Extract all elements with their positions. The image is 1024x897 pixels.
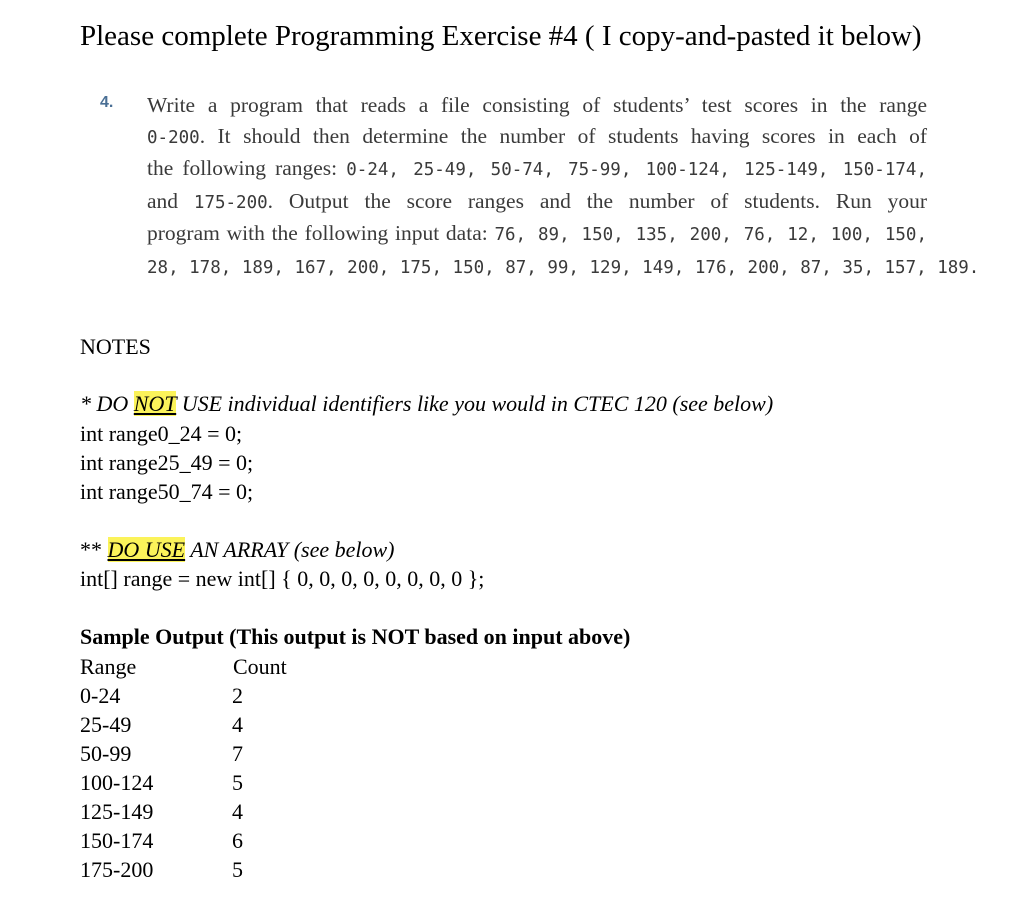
range-cell: 150-174 (80, 828, 154, 853)
range-cell: 175-200 (80, 857, 154, 882)
rule1-highlight: NOT (133, 391, 177, 416)
page-title: Please complete Programming Exercise #4 ( I copy-and-pasted it below) (80, 20, 922, 52)
rule2-suffix: AN ARRAY (see below) (185, 537, 395, 562)
notes-heading: NOTES (80, 334, 151, 359)
rule-do-not-use (80, 391, 773, 417)
exercise-code-run: 175-200 (193, 192, 268, 213)
count-cell: 4 (232, 712, 243, 737)
exercise-line (147, 218, 927, 251)
count-cell: 7 (232, 741, 243, 766)
exercise-line (147, 121, 927, 154)
rule2-highlight: DO USE (107, 537, 186, 562)
exercise-text-run: program with the following input data: (147, 221, 495, 245)
range-cell: 0-24 (80, 683, 121, 708)
exercise-code-run: 76, 89, 150, 135, 200, 76, 12, 100, 150, (494, 225, 928, 245)
count-cell: 2 (232, 683, 243, 708)
rule1-prefix: * DO (80, 391, 134, 416)
exercise-code-run: 0-200 (147, 127, 200, 148)
range-cell: 125-149 (80, 799, 154, 824)
sample-heading: Sample Output (This output is NOT based on input above) (80, 624, 631, 649)
exercise-code-run: 28, 178, 189, 167, 200, 175, 150, 87, 99, 129, 149, 176, 200, 87, 35, 157, 189. (147, 257, 980, 278)
exercise-line (147, 90, 927, 121)
exercise-text (147, 90, 980, 283)
rule2-prefix: ** (80, 537, 108, 562)
code-line: int range50_74 = 0; (80, 479, 254, 504)
col-range-header: Range (80, 654, 137, 679)
array-line: int[] range = new int[] { 0, 0, 0, 0, 0, 0, 0, 0 }; (80, 566, 485, 591)
exercise-text-run: the following ranges: (147, 156, 347, 180)
exercise-text-run: . Output the score ranges and the number of students. Run your (267, 188, 927, 213)
rule-do-use-array (80, 537, 395, 563)
count-cell: 4 (232, 799, 243, 824)
range-cell: 50-99 (80, 741, 132, 766)
count-cell: 6 (232, 828, 243, 853)
range-cell: 100-124 (80, 770, 154, 795)
range-cell: 25-49 (80, 712, 132, 737)
exercise-text-run: Write a program that reads a file consisting of students’ test scores in the range (147, 93, 927, 117)
exercise-line (147, 186, 927, 219)
code-line: int range25_49 = 0; (80, 450, 254, 475)
exercise-number: 4. (100, 94, 114, 111)
col-count-header: Count (233, 654, 287, 679)
exercise-text-run: . It should then determine the number of students having scores in each of (199, 123, 927, 148)
exercise-line (147, 251, 980, 284)
rule1-suffix: USE individual identifiers like you would in CTEC 120 (see below) (176, 391, 774, 416)
exercise-code-run: 0-24, 25-49, 50-74, 75-99, 100-124, 125-149, 150-174, (346, 160, 927, 180)
count-cell: 5 (232, 857, 243, 882)
count-cell: 5 (232, 770, 243, 795)
code-line: int range0_24 = 0; (80, 421, 243, 446)
exercise-text-run: and (147, 188, 194, 213)
exercise-line (147, 153, 927, 186)
